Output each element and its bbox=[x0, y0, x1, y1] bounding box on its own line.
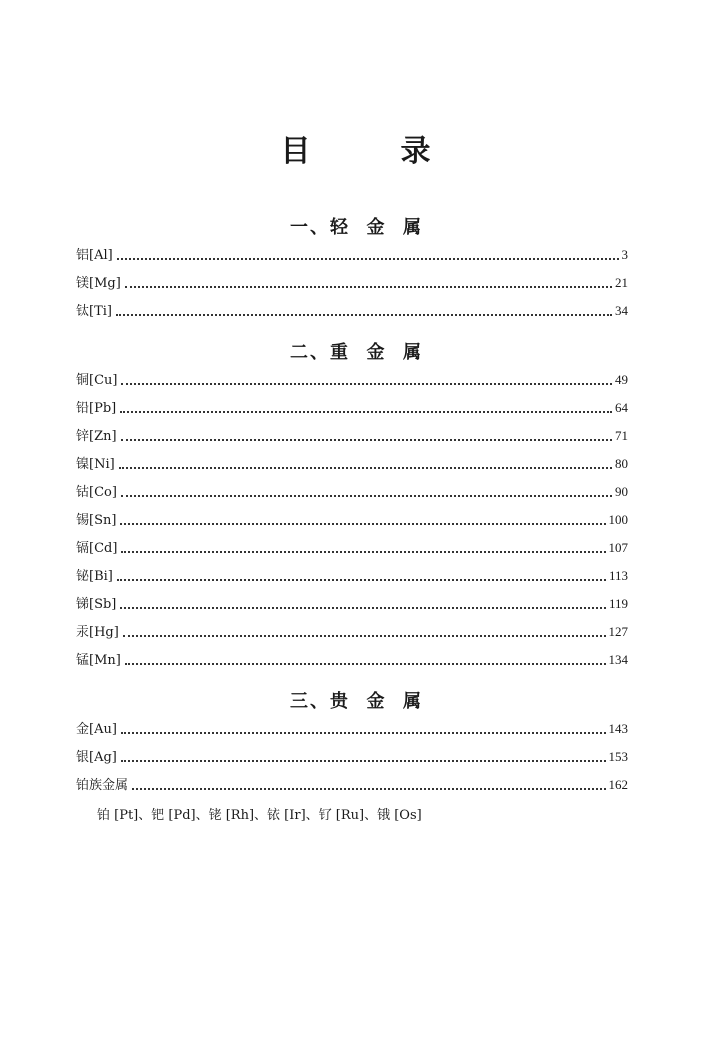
toc-entry-name: 钴[Co] bbox=[76, 485, 117, 500]
toc-entry-name: 镉[Cd] bbox=[76, 541, 118, 556]
toc-entry-name: 锡[Sn] bbox=[76, 513, 117, 528]
toc-entry-name: 银[Ag] bbox=[76, 750, 117, 765]
toc-entry-page: 71 bbox=[615, 428, 628, 443]
toc-entry-page: 153 bbox=[608, 749, 628, 764]
leader-dots bbox=[121, 495, 612, 497]
toc-entry-page: 134 bbox=[608, 652, 628, 667]
toc-entry-name: 铝[Al] bbox=[76, 248, 113, 263]
toc-entry-page: 34 bbox=[615, 303, 628, 318]
leader-dots bbox=[119, 467, 612, 469]
toc-entry-page: 107 bbox=[608, 540, 628, 555]
toc-entry[interactable] bbox=[76, 718, 628, 738]
toc-entry-name: 铜[Cu] bbox=[76, 373, 118, 388]
leader-dots bbox=[120, 523, 605, 525]
toc-entry[interactable] bbox=[76, 272, 628, 292]
toc-entry-page: 113 bbox=[608, 568, 628, 583]
toc-entry-name: 铅[Pb] bbox=[76, 401, 117, 416]
toc-entry[interactable] bbox=[76, 649, 628, 669]
toc-entry-name: 铂族金属 bbox=[76, 778, 129, 793]
toc-entry-page: 21 bbox=[615, 275, 628, 290]
toc-entry-name: 锰[Mn] bbox=[76, 653, 121, 668]
toc-entry-page: 127 bbox=[608, 624, 628, 639]
section-heading-precious-metals: 三、贵 金 属 bbox=[289, 691, 424, 712]
platinum-group-note: 铂 [Pt]、钯 [Pd]、铑 [Rh]、铱 [Ir]、钌 [Ru]、锇 [Os] bbox=[97, 808, 422, 823]
toc-entry-name: 镍[Ni] bbox=[76, 457, 115, 472]
section-heading-heavy-metals: 二、重 金 属 bbox=[289, 342, 424, 363]
toc-entry[interactable] bbox=[76, 300, 628, 320]
toc-entry-page: 80 bbox=[615, 456, 628, 471]
toc-entry-name: 钛[Ti] bbox=[76, 304, 112, 319]
toc-entry[interactable] bbox=[76, 453, 628, 473]
toc-entry-page: 3 bbox=[621, 247, 628, 262]
leader-dots bbox=[116, 314, 612, 316]
toc-entry[interactable] bbox=[76, 565, 628, 585]
toc-entry-page: 49 bbox=[615, 372, 628, 387]
toc-entry-page: 64 bbox=[615, 400, 628, 415]
section-heading-light-metals: 一、轻 金 属 bbox=[289, 217, 424, 238]
toc-entry-name: 镁[Mg] bbox=[76, 276, 121, 291]
toc-entry-page: 119 bbox=[608, 596, 628, 611]
toc-entry[interactable] bbox=[76, 621, 628, 641]
toc-entry-page: 100 bbox=[608, 512, 628, 527]
toc-entry-name: 汞[Hg] bbox=[76, 625, 119, 640]
toc-entry[interactable] bbox=[76, 397, 628, 417]
toc-entry[interactable] bbox=[76, 593, 628, 613]
toc-entry-name: 锑[Sb] bbox=[76, 597, 117, 612]
toc-entry-page: 143 bbox=[608, 721, 628, 736]
toc-entry[interactable] bbox=[76, 537, 628, 557]
leader-dots bbox=[117, 579, 606, 581]
leader-dots bbox=[121, 760, 606, 762]
toc-entry[interactable] bbox=[76, 369, 628, 389]
title-char-right: 录 bbox=[400, 134, 433, 169]
toc-entry[interactable] bbox=[76, 244, 628, 264]
toc-entry[interactable] bbox=[76, 774, 628, 794]
leader-dots bbox=[121, 551, 605, 553]
toc-entry-name: 铋[Bi] bbox=[76, 569, 113, 584]
leader-dots bbox=[121, 732, 606, 734]
toc-entry-page: 162 bbox=[608, 777, 628, 792]
leader-dots bbox=[117, 258, 619, 260]
title-char-left: 目 bbox=[280, 134, 313, 169]
leader-dots bbox=[132, 788, 605, 790]
toc-entry-page: 90 bbox=[615, 484, 628, 499]
toc-entry-name: 金[Au] bbox=[76, 722, 117, 737]
leader-dots bbox=[121, 439, 612, 441]
leader-dots bbox=[125, 286, 612, 288]
toc-entry[interactable] bbox=[76, 425, 628, 445]
toc-entry[interactable] bbox=[76, 481, 628, 501]
leader-dots bbox=[120, 607, 606, 609]
toc-entry[interactable] bbox=[76, 509, 628, 529]
toc-entry[interactable] bbox=[76, 746, 628, 766]
toc-entry-name: 锌[Zn] bbox=[76, 429, 117, 444]
leader-dots bbox=[125, 663, 606, 665]
leader-dots bbox=[123, 635, 606, 637]
page-title bbox=[0, 126, 713, 170]
leader-dots bbox=[120, 411, 612, 413]
leader-dots bbox=[121, 383, 612, 385]
